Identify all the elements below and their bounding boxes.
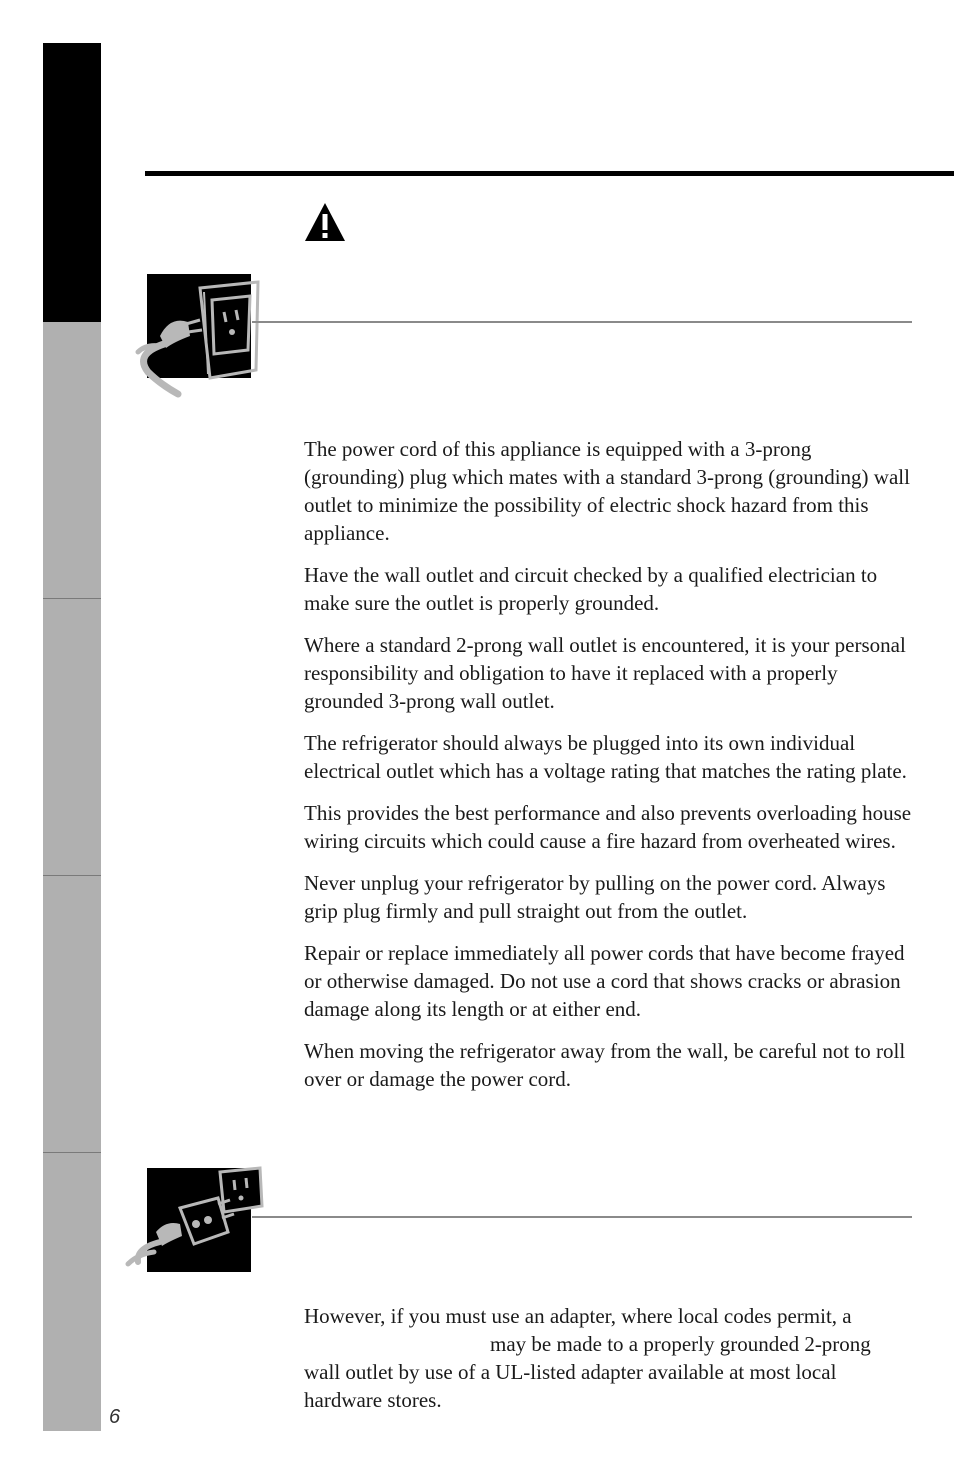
plug-outlet-icon xyxy=(130,274,265,404)
adapter-line-2: may be made to a properly grounded 2-prong xyxy=(490,1332,871,1356)
paragraph: Have the wall outlet and circuit checked by a qualified electrician to make sure the outlet is properly grounded. xyxy=(304,563,878,615)
paragraph: The power cord of this appliance is equipped with a 3-prong (grounding) plug which mates with a standard 3-prong (grounding) wall outlet to minimize the possibility of electric shock hazard from this appliance. xyxy=(304,437,910,545)
side-tab-2 xyxy=(43,322,101,598)
adapter-line-1: However, if you must use an adapter, where local codes permit, a xyxy=(304,1304,852,1328)
paragraph xyxy=(304,1302,914,1414)
page-number: 6 xyxy=(109,1406,121,1428)
paragraph: Where a standard 2-prong wall outlet is encountered, it is your personal responsibility and obligation to have it replaced with a properly grounded 3-prong wall outlet. xyxy=(304,633,906,713)
warning-triangle-icon xyxy=(303,201,347,243)
side-tab-4 xyxy=(43,876,101,1152)
adapter-line-3: wall outlet by use of a UL-listed adapter available at most local hardware stores. xyxy=(304,1360,837,1412)
side-tab-3 xyxy=(43,599,101,875)
paragraph: The refrigerator should always be plugged into its own individual electrical outlet which has a voltage rating that matches the rating plate. xyxy=(304,731,907,783)
paragraph: When moving the refrigerator away from the wall, be careful not to roll over or damage the power cord. xyxy=(304,1039,906,1091)
side-tab-5 xyxy=(43,1153,101,1431)
grounding-instructions xyxy=(304,435,914,1107)
section-rule xyxy=(252,1216,912,1218)
paragraph: Repair or replace immediately all power cords that have become frayed or otherwise damaged. Do not use a cord that shows cracks or abrasion damage along its length or at either end. xyxy=(304,941,905,1021)
side-tab-active xyxy=(43,43,101,322)
paragraph: Never unplug your refrigerator by pulling on the power cord. Always grip plug firmly and pull straight out from the outlet. xyxy=(304,871,886,923)
adapter-instructions xyxy=(304,1302,914,1428)
header-rule xyxy=(145,171,954,176)
section-rule xyxy=(252,321,912,323)
paragraph: This provides the best performance and also prevents overloading house wiring circuits which could cause a fire hazard from overheated wires. xyxy=(304,801,912,853)
adapter-plug-icon xyxy=(124,1166,266,1276)
